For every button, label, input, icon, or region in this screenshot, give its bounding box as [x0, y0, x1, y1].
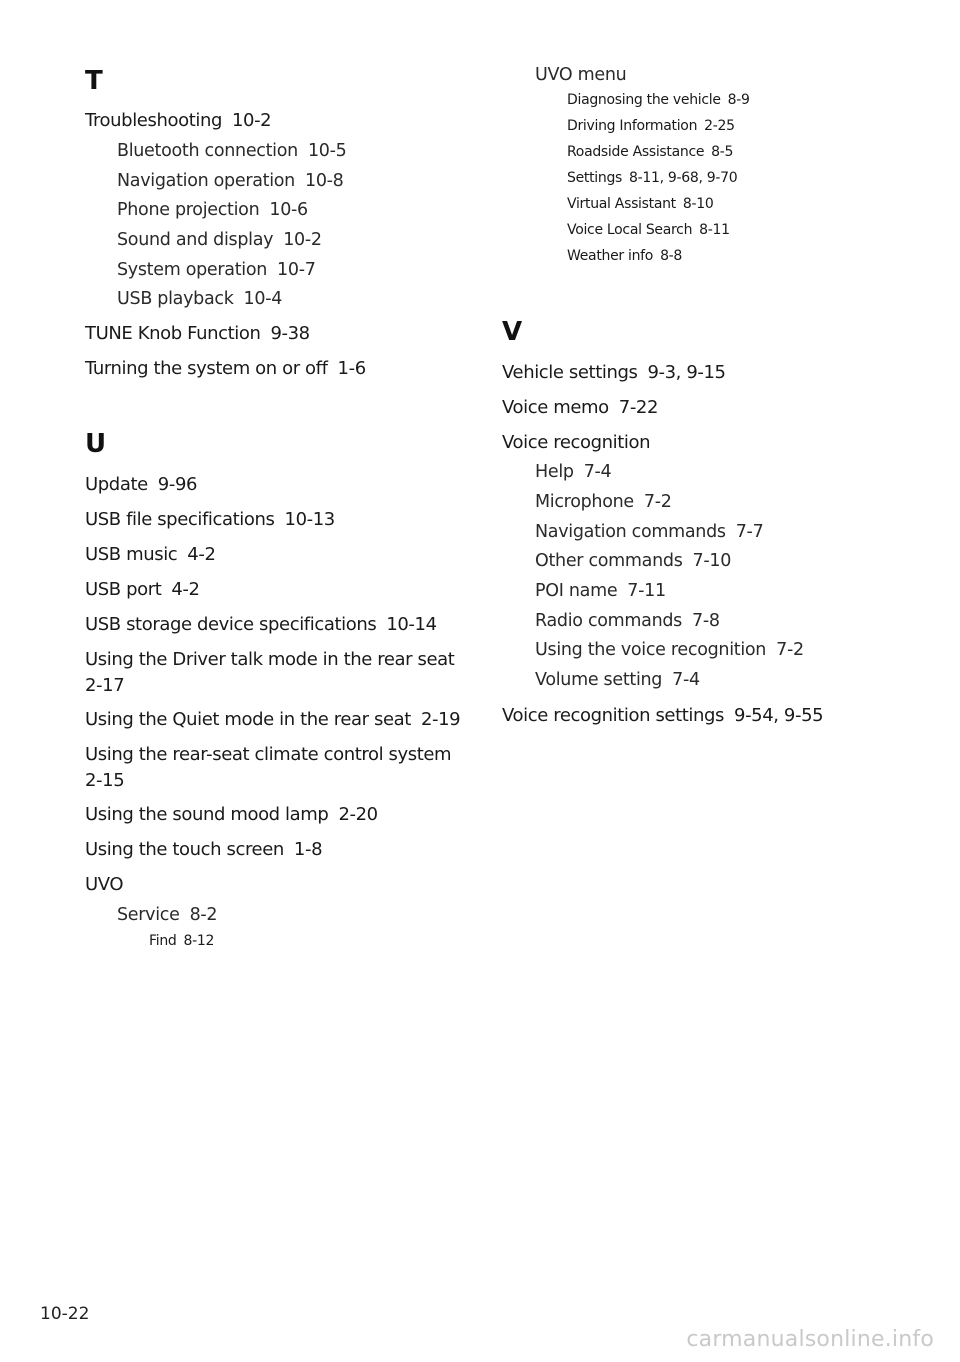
- index-subentry[interactable]: Navigation commands 7-7: [535, 522, 764, 542]
- index-entry-driver-talk[interactable]: Using the Driver talk mode in the rear seat 2-17: [85, 649, 455, 696]
- index-entry-rear-climate[interactable]: Using the rear-seat climate control system 2-15: [85, 744, 452, 791]
- section-letter-u: U: [85, 429, 107, 459]
- index-entry[interactable]: Update 9-96: [85, 474, 198, 495]
- index-subentry[interactable]: Navigation operation 10-8: [117, 171, 344, 191]
- index-entry-uvo[interactable]: UVO: [85, 874, 124, 895]
- index-subentry[interactable]: Phone projection 10-6: [117, 200, 308, 220]
- index-entry-mood-lamp[interactable]: Using the sound mood lamp 2-20: [85, 804, 378, 825]
- index-entry-troubleshooting[interactable]: Troubleshooting 10-2: [85, 110, 272, 131]
- index-subsubentry[interactable]: Diagnosing the vehicle 8-9: [567, 92, 750, 108]
- page-number: 10-22: [40, 1304, 90, 1324]
- index-entry[interactable]: USB storage device specifications 10-14: [85, 614, 437, 635]
- index-entry-vr-settings[interactable]: Voice recognition settings 9-54, 9-55: [502, 705, 824, 726]
- index-entry[interactable]: USB file specifications 10-13: [85, 509, 335, 530]
- index-entry-vehicle-settings[interactable]: Vehicle settings 9-3, 9-15: [502, 362, 726, 383]
- index-subentry[interactable]: Other commands 7-10: [535, 551, 732, 571]
- index-entry-touch-screen[interactable]: Using the touch screen 1-8: [85, 839, 323, 860]
- index-entry-quiet-mode[interactable]: Using the Quiet mode in the rear seat 2-19: [85, 709, 461, 730]
- index-entry[interactable]: USB port 4-2: [85, 579, 200, 600]
- index-subentry-uvo-menu[interactable]: UVO menu: [535, 65, 627, 85]
- index-entry-turning-system[interactable]: Turning the system on or off 1-6: [85, 358, 366, 379]
- index-entry-tune-knob[interactable]: TUNE Knob Function 9-38: [85, 323, 310, 344]
- index-subentry[interactable]: Bluetooth connection 10-5: [117, 141, 347, 161]
- watermark: carmanualsonline.info: [686, 1327, 934, 1352]
- index-entry-voice-recognition[interactable]: Voice recognition: [502, 432, 651, 453]
- section-letter-v: V: [502, 317, 523, 347]
- index-entry-voice-memo[interactable]: Voice memo 7-22: [502, 397, 659, 418]
- index-subsubentry[interactable]: Settings 8-11, 9-68, 9-70: [567, 170, 738, 186]
- index-subsubentry[interactable]: Virtual Assistant 8-10: [567, 196, 714, 212]
- index-subentry[interactable]: Radio commands 7-8: [535, 611, 720, 631]
- index-subsubentry[interactable]: Driving Information 2-25: [567, 118, 735, 134]
- index-subentry[interactable]: System operation 10-7: [117, 260, 316, 280]
- index-subsubentry[interactable]: Voice Local Search 8-11: [567, 222, 730, 238]
- index-subsubentry-find[interactable]: Find 8-12: [149, 933, 215, 949]
- section-letter-t: T: [85, 66, 103, 96]
- index-subentry[interactable]: Microphone 7-2: [535, 492, 672, 512]
- index-subentry[interactable]: POI name 7-11: [535, 581, 666, 601]
- index-entry[interactable]: USB music 4-2: [85, 544, 216, 565]
- index-subsubentry[interactable]: Weather info 8-8: [567, 248, 683, 264]
- index-subentry[interactable]: USB playback 10-4: [117, 289, 283, 309]
- index-subsubentry[interactable]: Roadside Assistance 8-5: [567, 144, 734, 160]
- index-subentry[interactable]: Help 7-4: [535, 462, 612, 482]
- index-subentry[interactable]: Using the voice recognition 7-2: [535, 640, 804, 660]
- index-subentry[interactable]: Sound and display 10-2: [117, 230, 322, 250]
- index-subentry[interactable]: Volume setting 7-4: [535, 670, 700, 690]
- index-subentry-service[interactable]: Service 8-2: [117, 905, 218, 925]
